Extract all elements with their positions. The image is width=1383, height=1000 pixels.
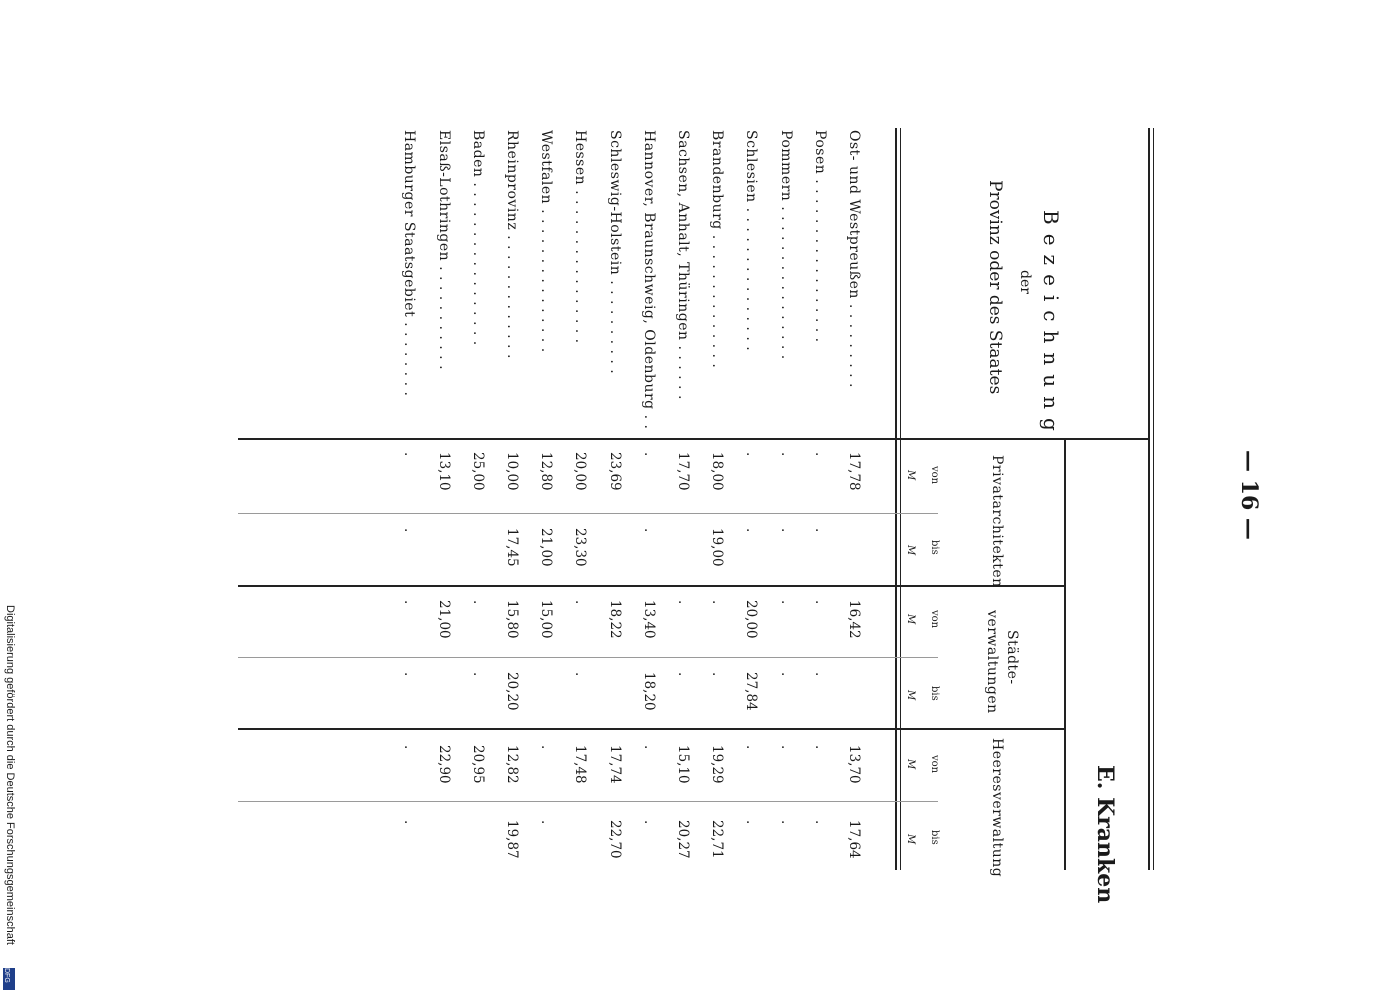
value-cell-p-von: 23,69	[606, 452, 623, 491]
value-cell-h-bis: 20,27	[675, 820, 691, 859]
value-cell-s-bis: .	[469, 672, 486, 677]
army-bis-unit: M	[905, 834, 916, 845]
header-group-line	[1064, 438, 1066, 870]
page-number: — 16 —	[1236, 450, 1262, 540]
value-cell-p-bis: 19,00	[709, 528, 726, 567]
value-cell-s-von: 15,80	[504, 600, 520, 639]
row-label: Rheinprovinz . . . . . . . . . . . . .	[504, 130, 520, 359]
value-cell-s-von: .	[709, 600, 726, 605]
value-cell-p-von: 18,00	[709, 452, 726, 491]
value-cell-h-bis: .	[811, 820, 828, 825]
value-cell-h-von: .	[640, 745, 657, 750]
value-cell-s-von: .	[777, 600, 794, 605]
divider-private-vonbis	[238, 513, 938, 514]
value-cell-h-von: 17,48	[572, 745, 589, 784]
designation-sub: Provinz oder des Staates	[985, 180, 1005, 395]
value-cell-s-von: .	[675, 600, 691, 605]
value-cell-h-bis: .	[401, 820, 418, 825]
value-cell-h-bis: 17,64	[846, 820, 862, 859]
value-cell-h-von: 17,74	[606, 745, 623, 784]
value-cell-p-von: 17,70	[675, 452, 691, 491]
value-cell-p-von: 12,80	[538, 452, 555, 491]
footer-text: Digitalisierung gefördert durch die Deutsche Forschungsgemeinschaft	[4, 605, 16, 945]
value-cell-h-bis: .	[777, 820, 794, 825]
section-title: E. Kranken	[1092, 765, 1118, 904]
private-bis-unit: M	[905, 545, 916, 556]
army-bis-label: bis	[929, 830, 940, 845]
divider-private-city	[238, 585, 1066, 587]
divider-city-vonbis	[238, 657, 938, 658]
value-cell-p-von: .	[743, 452, 760, 457]
value-cell-s-von: .	[469, 600, 486, 605]
col-city-header-2: verwaltungen	[984, 610, 1000, 714]
value-cell-p-von: 10,00	[504, 452, 520, 491]
divider-designation	[238, 438, 1148, 440]
header-separator	[895, 128, 897, 870]
value-cell-h-bis: .	[538, 820, 555, 825]
value-cell-s-bis: .	[777, 672, 794, 677]
designation-der: der	[1017, 270, 1033, 294]
value-cell-s-von: .	[811, 600, 828, 605]
private-von-label: von	[929, 466, 940, 485]
row-label: Hessen . . . . . . . . . . . . . . . .	[572, 130, 589, 344]
dfg-logo	[3, 968, 15, 990]
value-cell-h-bis: 19,87	[504, 820, 520, 859]
row-label: Pommern . . . . . . . . . . . . . . . .	[777, 130, 794, 360]
value-cell-s-bis: 27,84	[743, 672, 760, 711]
value-cell-h-bis: 22,70	[606, 820, 623, 859]
city-bis-unit: M	[905, 690, 916, 701]
value-cell-s-bis: .	[709, 672, 726, 677]
city-bis-label: bis	[929, 686, 940, 701]
value-cell-h-bis: 22,71	[709, 820, 726, 859]
value-cell-p-von: .	[777, 452, 794, 457]
row-label: Brandenburg . . . . . . . . . . . . . .	[709, 130, 726, 369]
value-cell-s-von: .	[401, 600, 418, 605]
city-von-label: von	[929, 610, 940, 629]
row-label: Hannover, Braunschweig, Oldenburg . .	[640, 130, 657, 430]
row-label: Elsaß-Lothringen . . . . . . . . . . .	[435, 130, 452, 371]
value-cell-s-von: .	[572, 600, 589, 605]
designation-title: Bezeichnung	[1039, 210, 1063, 440]
row-label: Schlesien . . . . . . . . . . . . . . .	[743, 130, 760, 352]
value-cell-h-von: .	[743, 745, 760, 750]
value-cell-s-bis: .	[401, 672, 418, 677]
value-cell-h-von: 20,95	[469, 745, 486, 784]
value-cell-h-von: 19,29	[709, 745, 726, 784]
value-cell-p-bis: .	[777, 528, 794, 533]
value-cell-s-von: 13,40	[640, 600, 657, 639]
row-label: Posen . . . . . . . . . . . . . . . . .	[811, 130, 828, 343]
private-bis-label: bis	[929, 540, 940, 555]
col-city-header-1: Städte-	[1004, 630, 1020, 685]
city-von-unit: M	[905, 614, 916, 625]
value-cell-p-von: 25,00	[469, 452, 486, 491]
row-label: Westfalen . . . . . . . . . . . . . . .	[538, 130, 555, 353]
value-cell-p-bis: 23,30	[572, 528, 589, 567]
dfg-logo-text: DFG	[2, 967, 10, 983]
value-cell-p-bis: 17,45	[504, 528, 520, 567]
header-separator-2	[900, 128, 901, 870]
row-label: Hamburger Staatsgebiet . . . . . . . .	[401, 130, 418, 397]
army-von-unit: M	[905, 759, 916, 770]
row-label: Sachsen, Anhalt, Thüringen . . . . . .	[675, 130, 691, 400]
value-cell-s-bis: .	[811, 672, 828, 677]
army-von-label: von	[929, 755, 940, 774]
col-army-header: Heeresverwaltung	[989, 738, 1005, 878]
value-cell-p-bis: .	[640, 528, 657, 533]
value-cell-s-von: 20,00	[743, 600, 760, 639]
value-cell-h-von: .	[401, 745, 418, 750]
value-cell-p-bis: .	[743, 528, 760, 533]
value-cell-p-von: .	[640, 452, 657, 457]
value-cell-h-von: 15,10	[675, 745, 691, 784]
divider-army-vonbis	[238, 801, 938, 802]
value-cell-s-bis: 20,20	[504, 672, 520, 711]
col-private-header: Privatarchitekten	[989, 455, 1005, 588]
value-cell-p-bis: .	[811, 528, 828, 533]
row-label: Baden . . . . . . . . . . . . . . . . .	[469, 130, 486, 346]
value-cell-h-von: 22,90	[435, 745, 452, 784]
value-cell-h-bis: .	[640, 820, 657, 825]
value-cell-s-von: 15,00	[538, 600, 555, 639]
value-cell-s-von: 16,42	[846, 600, 862, 639]
divider-city-army	[238, 728, 1066, 730]
value-cell-h-von: 13,70	[846, 745, 862, 784]
value-cell-h-von: .	[538, 745, 555, 750]
frame-top-line-2	[1153, 128, 1154, 870]
value-cell-h-von: .	[777, 745, 794, 750]
value-cell-h-von: 12,82	[504, 745, 520, 784]
row-label: Ost- und Westpreußen . . . . . . . . .	[846, 130, 862, 388]
value-cell-p-bis: .	[401, 528, 418, 533]
value-cell-h-bis: .	[743, 820, 760, 825]
private-von-unit: M	[905, 470, 916, 481]
value-cell-p-von: 17,78	[846, 452, 862, 491]
row-label: Schleswig-Holstein . . . . . . . . . .	[606, 130, 623, 375]
frame-top-line	[1148, 128, 1150, 870]
value-cell-s-bis: .	[572, 672, 589, 677]
value-cell-h-von: .	[811, 745, 828, 750]
value-cell-p-von: 20,00	[572, 452, 589, 491]
value-cell-p-von: 13,10	[435, 452, 452, 491]
value-cell-s-von: 21,00	[435, 600, 452, 639]
value-cell-s-bis: 18,20	[640, 672, 657, 711]
value-cell-p-von: .	[401, 452, 418, 457]
value-cell-s-bis: .	[675, 672, 691, 677]
value-cell-p-bis: 21,00	[538, 528, 555, 567]
value-cell-s-von: 18,22	[606, 600, 623, 639]
value-cell-p-von: .	[811, 452, 828, 457]
